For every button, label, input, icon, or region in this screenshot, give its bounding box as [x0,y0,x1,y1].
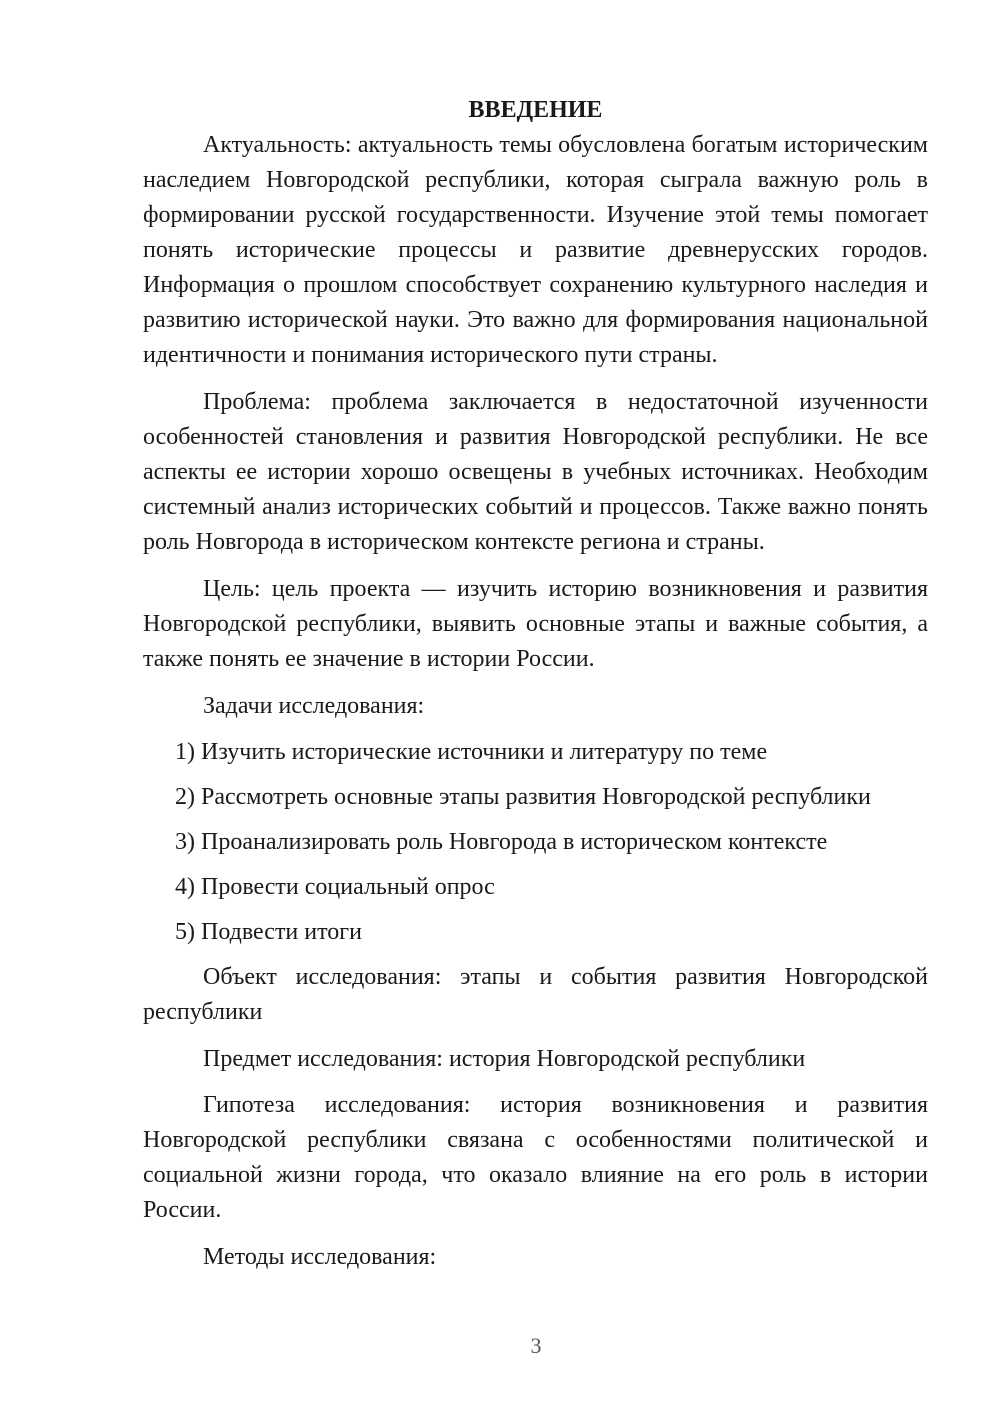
tasks-list [143,735,928,950]
list-item: 2) Рассмотреть основные этапы развития Новгородской республики [175,784,871,810]
page-number: 3 [530,1333,542,1358]
list-item: 1) Изучить исторические источники и литературу по теме [175,739,768,765]
methods-heading: Методы исследования: [203,1244,437,1270]
relevance-paragraph: Актуальность: актуальность темы обусловлена богатым историческим наследием Новгородской республики, которая сыграла важную роль в формировании русской государственности. Изучение этой темы помогает понять исторические процессы и развитие древнерусских городов. Информация о прошлом способствует сохранению культурного наследия и развитию исторической науки. Это важно для формирования национальной идентичности и понимания исторического пути страны. [143,132,928,368]
object-paragraph: Объект исследования: этапы и события развития Новгородской республики [143,964,928,1025]
subject-paragraph: Предмет исследования: история Новгородской республики [203,1046,806,1072]
hypothesis-paragraph: Гипотеза исследования: история возникновения и развития Новгородской республики связана с особенностями политической и социальной жизни города, что оказало влияние на его роль в истории России. [143,1092,928,1223]
list-item: 3) Проанализировать роль Новгорода в историческом контексте [175,829,828,855]
goal-paragraph: Цель: цель проекта — изучить историю возникновения и развития Новгородской республики, выявить основные этапы и важные события, а также понять ее значение в истории России. [143,576,928,672]
list-item: 5) Подвести итоги [175,919,362,945]
page-content [143,93,928,1286]
section-title: ВВЕДЕНИЕ [468,97,603,123]
list-item: 4) Провести социальный опрос [175,874,495,900]
problem-paragraph: Проблема: проблема заключается в недостаточной изученности особенностей становления и развития Новгородской республики. Не все аспекты ее истории хорошо освещены в учебных источниках. Необходим системный анализ исторических событий и процессов. Также важно понять роль Новгорода в историческом контексте региона и страны. [143,389,928,555]
tasks-heading: Задачи исследования: [203,693,425,719]
